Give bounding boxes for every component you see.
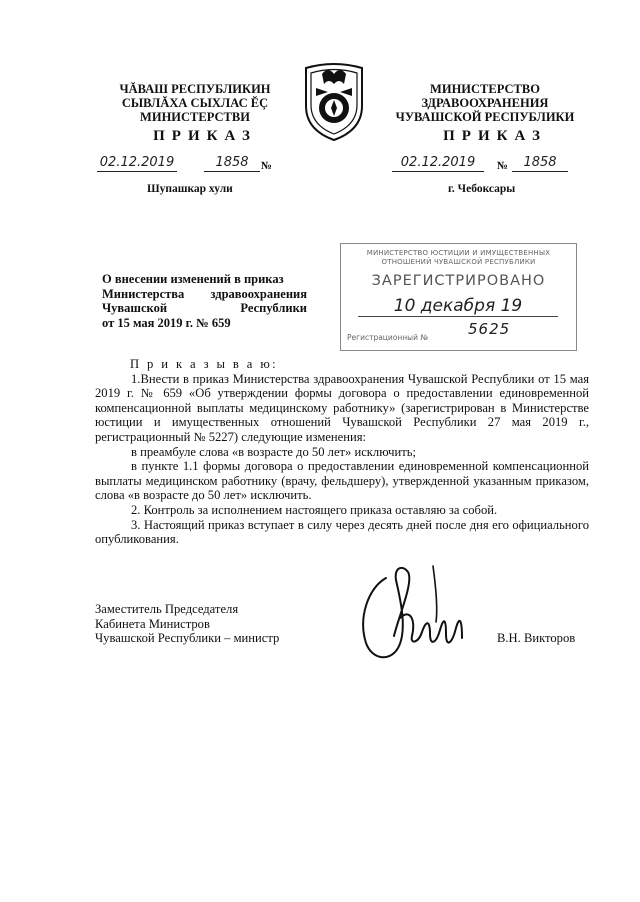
opening-word: П р и к а з ы в а ю: bbox=[130, 357, 279, 371]
position-line: Чувашской Республики – министр bbox=[95, 631, 280, 646]
date-right: 02.12.2019 bbox=[392, 155, 484, 172]
subject-line: О внесении изменений в приказ bbox=[102, 272, 284, 286]
signatory-position bbox=[95, 602, 279, 646]
org-name-russian bbox=[380, 82, 590, 124]
city-russian: г. Чебоксары bbox=[448, 183, 516, 195]
org-line: СЫВЛĂХА СЫХЛАС ĔÇ bbox=[121, 96, 269, 110]
stamp-handwritten-number: 5625 bbox=[468, 320, 511, 338]
paragraph-3: в пункте 1.1 формы договора о предоставлении единовременной компенсационной выплаты медицинском работнику (врачу, фельдшеру), утвержденной указанным приказом, слова «в возрасте до 50 лет» исключить. bbox=[95, 459, 589, 503]
number-right: 1858 bbox=[512, 155, 568, 172]
subject-line: Министерства здравоохранения bbox=[102, 286, 307, 301]
paragraph-5: 3. Настоящий приказ вступает в силу через десять дней после дня его официального опубликования. bbox=[95, 517, 589, 547]
org-name-chuvash bbox=[95, 82, 295, 124]
number-sign-right: № bbox=[497, 160, 509, 172]
prikaz-title-right: ПРИКАЗ bbox=[443, 128, 547, 144]
paragraph-4: 2. Контроль за исполнением настоящего приказа оставляю за собой. bbox=[131, 502, 498, 517]
handwritten-signature-icon bbox=[338, 558, 498, 670]
prikaz-title-left: ПРИКАЗ bbox=[153, 128, 257, 144]
signatory-name: В.Н. Викторов bbox=[497, 631, 576, 645]
number-sign-left: № bbox=[261, 160, 273, 172]
subject-line: от 15 мая 2019 г. № 659 bbox=[102, 315, 231, 330]
org-line: ЗДРАВООХРАНЕНИЯ bbox=[421, 96, 549, 110]
paragraph-2: в преамбуле слова «в возрасте до 50 лет» исключить; bbox=[131, 444, 416, 459]
date-left: 02.12.2019 bbox=[97, 155, 177, 172]
stamp-handwritten-date: 10 декабря 19 bbox=[358, 296, 558, 317]
position-line: Кабинета Министров bbox=[95, 616, 210, 631]
stamp-reg-label: Регистрационный № bbox=[347, 333, 429, 342]
subject-line: Чувашской Республики bbox=[102, 301, 307, 315]
chuvash-emblem-icon bbox=[298, 58, 370, 142]
stamp-registered: ЗАРЕГИСТРИРОВАНО bbox=[371, 273, 546, 289]
document-subject bbox=[102, 272, 307, 330]
paragraph-1: 1.Внести в приказ Министерства здравоохранения Чувашской Республики от 15 мая 2019 г. № 659 «Об утверждении формы договора о предоставлении единовременной компенсационной выплаты медицинскому работнику» (зарегистрирован в Министерстве юстиции и имущественных отношений Чувашской Республики 27 мая 2019 г., регистрационный № 5227) следующие изменения: bbox=[95, 371, 589, 444]
number-left: 1858 bbox=[204, 155, 260, 172]
org-line: МИНИСТЕРСТВО bbox=[430, 82, 540, 96]
city-chuvash: Шупашкар хули bbox=[147, 183, 233, 195]
org-line: ЧĂВАШ РЕСПУБЛИКИН bbox=[119, 82, 271, 96]
document-body bbox=[95, 357, 589, 547]
stamp-ministry-line: МИНИСТЕРСТВО ЮСТИЦИИ И ИМУЩЕСТВЕННЫХ bbox=[366, 249, 551, 257]
stamp-ministry-line: ОТНОШЕНИЙ ЧУВАШСКОЙ РЕСПУБЛИКИ bbox=[381, 258, 536, 266]
position-line: Заместитель Председателя bbox=[95, 602, 239, 616]
org-line: МИНИСТЕРСТВИ bbox=[140, 110, 250, 124]
org-line: ЧУВАШСКОЙ РЕСПУБЛИКИ bbox=[395, 110, 575, 124]
